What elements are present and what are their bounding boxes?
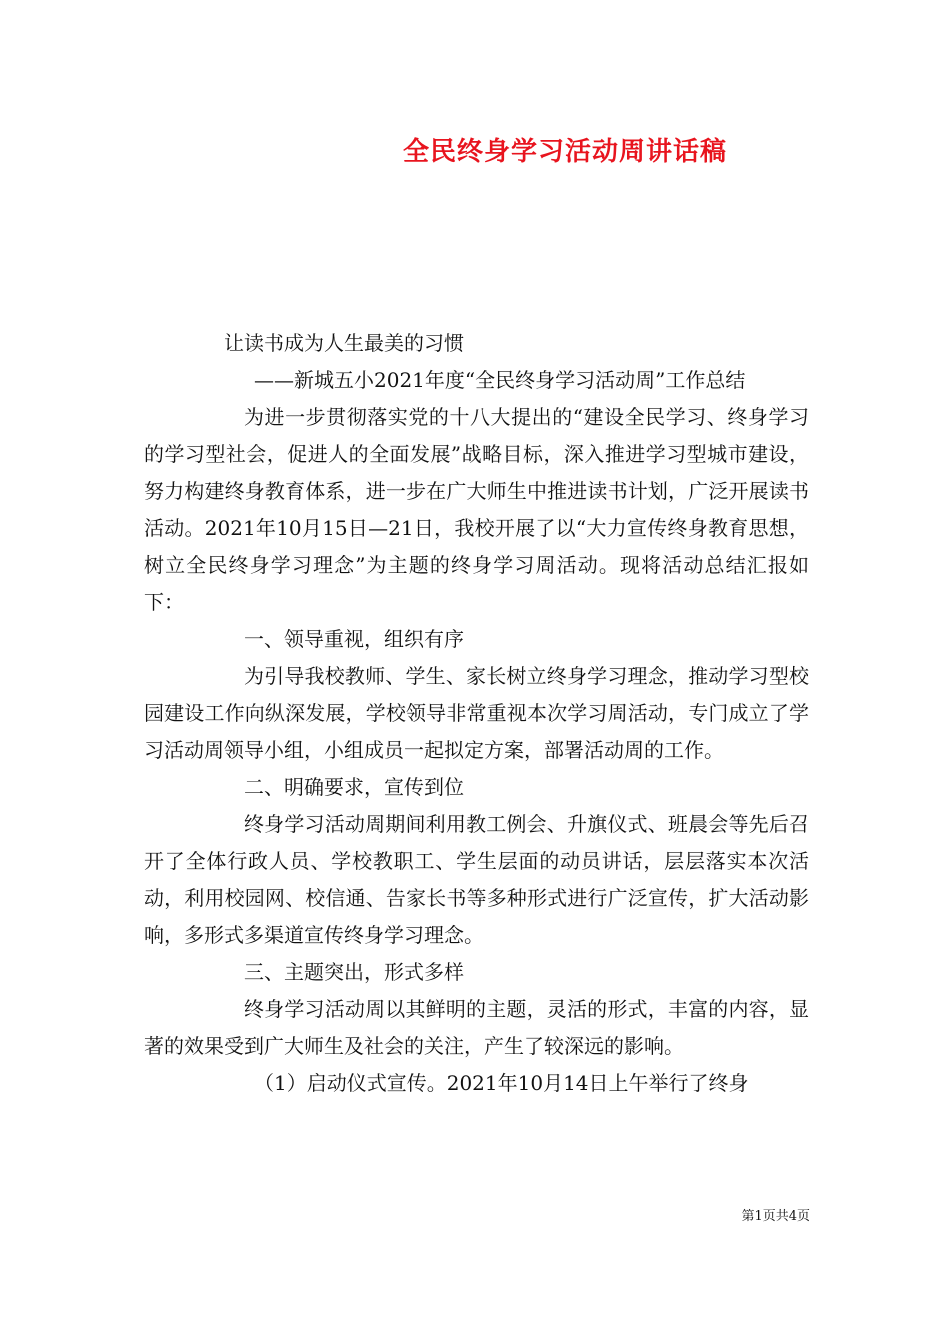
- paragraph-section-2: 终身学习活动周期间利用教工例会、升旗仪式、班晨会等先后召开了全体行政人员、学校教职工、学生层面的动员讲话，层层落实本次活动，利用校园网、校信通、告家长书等多种形式进行广泛宣传，扩大活动影响，多形式多渠道宣传终身学习理念。: [144, 812, 809, 947]
- section-heading-2: 二、明确要求，宣传到位: [244, 775, 464, 799]
- paragraph-section-3: 终身学习活动周以其鲜明的主题，灵活的形式，丰富的内容，显著的效果受到广大师生及社会的关注，产生了较深远的影响。: [144, 997, 809, 1058]
- paragraph-intro: 为进一步贯彻落实党的十八大提出的“建设全民学习、终身学习的学习型社会，促进人的全面发展”战略目标，深入推进学习型城市建设，努力构建终身教育体系，进一步在广大师生中推进读书计划，广泛开展读书活动。2021年10月15日—21日，我校开展了以“大力宣传终身教育思想，树立全民终身学习理念”为主题的终身学习周活动。现将活动总结汇报如下：: [144, 405, 809, 614]
- document-subheading: 让读书成为人生最美的习惯: [224, 331, 464, 355]
- paragraph-item-1: （1）启动仪式宣传。2021年10月14日上午举行了终身: [254, 1071, 749, 1095]
- document-title: 全民终身学习活动周讲话稿: [402, 137, 727, 167]
- paragraph-section-1: 为引导我校教师、学生、家长树立终身学习理念，推动学习型校园建设工作向纵深发展，学校领导非常重视本次学习周活动，专门成立了学习活动周领导小组，小组成员一起拟定方案，部署活动周的工作。: [144, 664, 809, 762]
- section-heading-1: 一、领导重视，组织有序: [244, 627, 464, 651]
- section-heading-3: 三、主题突出，形式多样: [244, 960, 464, 984]
- document-subtitle: ——新城五小2021年度“全民终身学习活动周”工作总结: [254, 368, 746, 392]
- document-body: [144, 325, 809, 1102]
- page-number: 第1页共4页: [741, 1209, 810, 1224]
